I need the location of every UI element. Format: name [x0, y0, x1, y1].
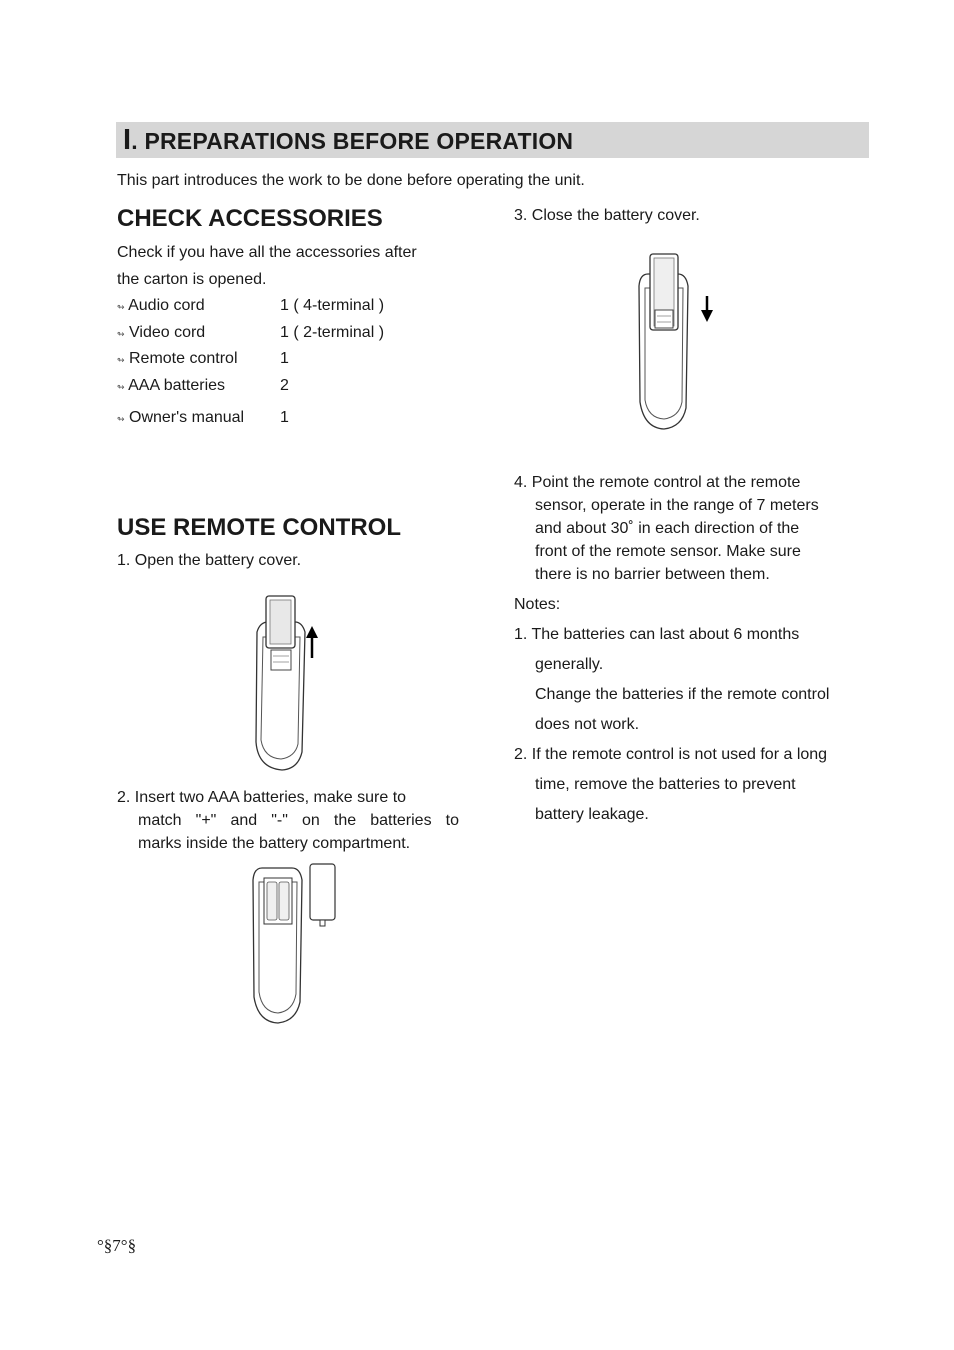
step4-text [514, 471, 859, 586]
accessory-name: Video cord [129, 324, 206, 341]
accessory-qty: 1 ( 4-terminal ) [280, 297, 385, 314]
check-accessories-line2: the carton is opened. [117, 271, 267, 288]
accessory-name: Audio cord [128, 297, 205, 314]
note2-line3: battery leakage. [535, 806, 649, 823]
arrow-bullet-icon: ↬ [117, 302, 125, 312]
accessory-name: Remote control [129, 350, 238, 367]
step2-text [117, 786, 459, 855]
accessory-qty: 1 [280, 350, 289, 367]
step4-line2: sensor, operate in the range of 7 meters [535, 497, 819, 514]
note2-line1: 2. If the remote control is not used for a long [514, 746, 828, 763]
accessory-name: AAA batteries [128, 377, 226, 394]
remote-open-cover-illustration [250, 592, 330, 772]
step4-line5: there is no barrier between them. [535, 566, 770, 583]
accessory-qty: 1 [280, 409, 289, 426]
notes-label: Notes: [514, 596, 561, 613]
step2-line2: match "+" and "-" on the batteries to [138, 812, 459, 829]
step4-line4: front of the remote sensor. Make sure [535, 543, 801, 560]
accessory-qty: 2 [280, 377, 289, 394]
check-accessories-line1: Check if you have all the accessories after [117, 244, 417, 261]
notes-block [514, 590, 870, 830]
section-roman-numeral: I [123, 124, 132, 156]
arrow-bullet-icon: ↬ [117, 414, 125, 424]
accessory-item [117, 325, 437, 341]
accessory-item [117, 410, 437, 426]
section-title-text: . PREPARATIONS BEFORE OPERATION [131, 128, 574, 154]
use-remote-heading: USE REMOTE CONTROL [117, 514, 402, 541]
accessory-name: Owner's manual [129, 409, 245, 426]
note1-line2: generally. [535, 656, 604, 673]
remote-insert-batteries-illustration [250, 862, 350, 1027]
step4-line3: and about 30˚ in each direction of the [535, 520, 800, 537]
note2-line2: time, remove the batteries to prevent [535, 776, 796, 793]
page-number: °§7°§ [97, 1236, 137, 1255]
arrow-bullet-icon: ↬ [117, 355, 125, 365]
accessory-item [117, 378, 437, 394]
note1-line1: 1. The batteries can last about 6 months [514, 626, 800, 643]
accessory-qty: 1 ( 2-terminal ) [280, 324, 385, 341]
step3-text: 3. Close the battery cover. [514, 207, 700, 224]
check-accessories-heading: CHECK ACCESSORIES [117, 205, 383, 232]
accessory-item [117, 351, 437, 367]
step2-line3: marks inside the battery compartment. [138, 835, 411, 852]
note1-line3: Change the batteries if the remote control [535, 686, 830, 703]
step1-text: 1. Open the battery cover. [117, 552, 302, 569]
arrow-bullet-icon: ↬ [117, 382, 125, 392]
remote-close-cover-illustration [636, 252, 726, 432]
step2-line1: 2. Insert two AAA batteries, make sure to [117, 789, 407, 806]
step4-line1: 4. Point the remote control at the remote [514, 474, 801, 491]
arrow-bullet-icon: ↬ [117, 329, 125, 339]
section-title [123, 124, 573, 157]
note1-line4: does not work. [535, 716, 640, 733]
accessory-item [117, 298, 437, 314]
intro-text: This part introduces the work to be done before operating the unit. [117, 172, 585, 189]
